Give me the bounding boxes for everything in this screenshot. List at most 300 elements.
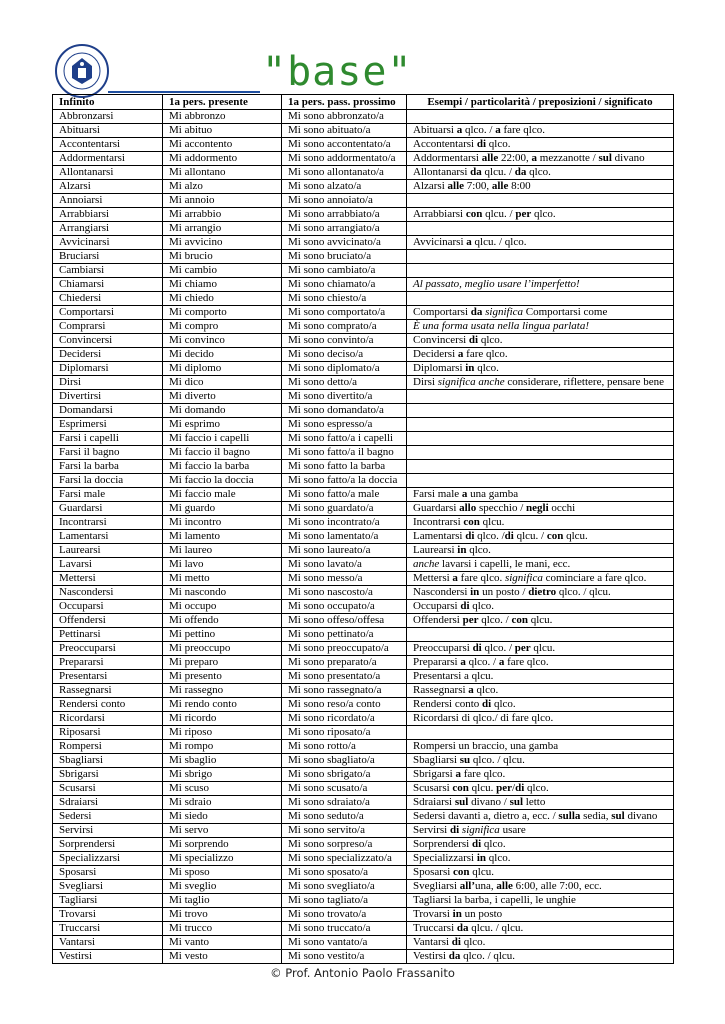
cell-passato-prossimo: Mi sono cambiato/a: [282, 264, 407, 278]
table-row: [53, 782, 674, 796]
table-row: [53, 530, 674, 544]
cell-esempi: Tagliarsi la barba, i capelli, le unghie: [407, 894, 674, 908]
cell-esempi: Sedersi davanti a, dietro a, ecc. / sulla sedia, sul divano: [407, 810, 674, 824]
cell-passato-prossimo: Mi sono presentato/a: [282, 670, 407, 684]
table-row: [53, 936, 674, 950]
cell-esempi: [407, 292, 674, 306]
cell-esempi: Lamentarsi di qlco. /di qlcu. / con qlcu.: [407, 530, 674, 544]
cell-presente: Mi faccio male: [163, 488, 282, 502]
cell-presente: Mi alzo: [163, 180, 282, 194]
cell-infinito: Allontanarsi: [53, 166, 163, 180]
table-row: [53, 852, 674, 866]
cell-esempi: Avvicinarsi a qlcu. / qlco.: [407, 236, 674, 250]
cell-passato-prossimo: Mi sono ricordato/a: [282, 712, 407, 726]
cell-infinito: Truccarsi: [53, 922, 163, 936]
cell-esempi: [407, 726, 674, 740]
column-header-presente: 1a pers. presente: [163, 95, 282, 110]
cell-esempi: [407, 264, 674, 278]
cell-infinito: Esprimersi: [53, 418, 163, 432]
cell-infinito: Rassegnarsi: [53, 684, 163, 698]
table-row: [53, 810, 674, 824]
cell-presente: Mi compro: [163, 320, 282, 334]
university-seal-logo: [55, 44, 109, 98]
cell-infinito: Riposarsi: [53, 726, 163, 740]
column-header-esempi: Esempi / particolarità / preposizioni / significato: [407, 95, 674, 110]
cell-infinito: Sdraiarsi: [53, 796, 163, 810]
cell-passato-prossimo: Mi sono convinto/a: [282, 334, 407, 348]
cell-esempi: [407, 418, 674, 432]
table-row: [53, 278, 674, 292]
cell-passato-prossimo: Mi sono vantato/a: [282, 936, 407, 950]
cell-presente: Mi trucco: [163, 922, 282, 936]
cell-presente: Mi metto: [163, 572, 282, 586]
cell-infinito: Comprarsi: [53, 320, 163, 334]
cell-esempi: Servirsi di significa usare: [407, 824, 674, 838]
cell-infinito: Diplomarsi: [53, 362, 163, 376]
cell-presente: Mi chiedo: [163, 292, 282, 306]
cell-presente: Mi abituo: [163, 124, 282, 138]
table-row: [53, 768, 674, 782]
cell-presente: Mi specializzo: [163, 852, 282, 866]
cell-presente: Mi pettino: [163, 628, 282, 642]
cell-infinito: Abbronzarsi: [53, 110, 163, 124]
cell-passato-prossimo: Mi sono specializzato/a: [282, 852, 407, 866]
table-row: [53, 362, 674, 376]
table-row: [53, 418, 674, 432]
table-row: [53, 152, 674, 166]
cell-infinito: Sorprendersi: [53, 838, 163, 852]
table-row: [53, 474, 674, 488]
cell-passato-prossimo: Mi sono laureato/a: [282, 544, 407, 558]
cell-esempi: Nascondersi in un posto / dietro qlco. / qlcu.: [407, 586, 674, 600]
table-row: [53, 586, 674, 600]
cell-presente: Mi avvicino: [163, 236, 282, 250]
cell-infinito: Presentarsi: [53, 670, 163, 684]
table-row: [53, 908, 674, 922]
cell-passato-prossimo: Mi sono pettinato/a: [282, 628, 407, 642]
table-row: [53, 502, 674, 516]
cell-presente: Mi trovo: [163, 908, 282, 922]
cell-passato-prossimo: Mi sono abbronzato/a: [282, 110, 407, 124]
cell-passato-prossimo: Mi sono fatto/a la doccia: [282, 474, 407, 488]
table-row: [53, 642, 674, 656]
cell-infinito: Sposarsi: [53, 866, 163, 880]
cell-esempi: [407, 446, 674, 460]
table-row: [53, 334, 674, 348]
cell-passato-prossimo: Mi sono nascosto/a: [282, 586, 407, 600]
cell-passato-prossimo: Mi sono domandato/a: [282, 404, 407, 418]
cell-esempi: [407, 432, 674, 446]
cell-presente: Mi comporto: [163, 306, 282, 320]
cell-presente: Mi lavo: [163, 558, 282, 572]
table-row: [53, 110, 674, 124]
cell-passato-prossimo: Mi sono detto/a: [282, 376, 407, 390]
cell-passato-prossimo: Mi sono reso/a conto: [282, 698, 407, 712]
cell-presente: Mi sbaglio: [163, 754, 282, 768]
cell-passato-prossimo: Mi sono sbagliato/a: [282, 754, 407, 768]
cell-infinito: Dirsi: [53, 376, 163, 390]
cell-passato-prossimo: Mi sono incontrato/a: [282, 516, 407, 530]
cell-infinito: Divertirsi: [53, 390, 163, 404]
table-row: [53, 208, 674, 222]
table-row: [53, 390, 674, 404]
cell-infinito: Rendersi conto: [53, 698, 163, 712]
cell-esempi: Specializzarsi in qlco.: [407, 852, 674, 866]
cell-presente: Mi guardo: [163, 502, 282, 516]
table-row: [53, 894, 674, 908]
cell-passato-prossimo: Mi sono svegliato/a: [282, 880, 407, 894]
cell-passato-prossimo: Mi sono occupato/a: [282, 600, 407, 614]
cell-passato-prossimo: Mi sono rassegnato/a: [282, 684, 407, 698]
table-row: [53, 250, 674, 264]
table-row: [53, 698, 674, 712]
cell-presente: Mi faccio il bagno: [163, 446, 282, 460]
cell-esempi: Dirsi significa anche considerare, riflettere, pensare bene: [407, 376, 674, 390]
cell-infinito: Sbrigarsi: [53, 768, 163, 782]
cell-infinito: Offendersi: [53, 614, 163, 628]
cell-presente: Mi sveglio: [163, 880, 282, 894]
cell-presente: Mi arrabbio: [163, 208, 282, 222]
cell-esempi: Alzarsi alle 7:00, alle 8:00: [407, 180, 674, 194]
cell-infinito: Lamentarsi: [53, 530, 163, 544]
cell-infinito: Nascondersi: [53, 586, 163, 600]
cell-passato-prossimo: Mi sono arrabbiato/a: [282, 208, 407, 222]
table-row: [53, 950, 674, 964]
table-row: [53, 866, 674, 880]
table-header-row: [53, 95, 674, 110]
page-title: "base": [262, 49, 413, 95]
cell-presente: Mi faccio la doccia: [163, 474, 282, 488]
cell-presente: Mi rompo: [163, 740, 282, 754]
cell-infinito: Chiedersi: [53, 292, 163, 306]
cell-esempi: Truccarsi da qlcu. / qlcu.: [407, 922, 674, 936]
cell-esempi: Vantarsi di qlco.: [407, 936, 674, 950]
cell-presente: Mi vanto: [163, 936, 282, 950]
table-row: [53, 544, 674, 558]
cell-esempi: Offendersi per qlco. / con qlcu.: [407, 614, 674, 628]
cell-presente: Mi chiamo: [163, 278, 282, 292]
cell-esempi: Decidersi a fare qlco.: [407, 348, 674, 362]
cell-presente: Mi dico: [163, 376, 282, 390]
cell-passato-prossimo: Mi sono guardato/a: [282, 502, 407, 516]
cell-presente: Mi preoccupo: [163, 642, 282, 656]
cell-presente: Mi faccio la barba: [163, 460, 282, 474]
table-body: [53, 110, 674, 964]
cell-esempi: Sbagliarsi su qlco. / qlcu.: [407, 754, 674, 768]
cell-esempi: Sorprendersi di qlco.: [407, 838, 674, 852]
cell-presente: Mi laureo: [163, 544, 282, 558]
cell-esempi: Arrabbiarsi con qlcu. / per qlco.: [407, 208, 674, 222]
cell-presente: Mi esprimo: [163, 418, 282, 432]
cell-infinito: Lavarsi: [53, 558, 163, 572]
table-row: [53, 222, 674, 236]
cell-presente: Mi riposo: [163, 726, 282, 740]
cell-passato-prossimo: Mi sono seduto/a: [282, 810, 407, 824]
cell-presente: Mi sdraio: [163, 796, 282, 810]
table-row: [53, 460, 674, 474]
cell-esempi: Sposarsi con qlcu.: [407, 866, 674, 880]
table-row: [53, 712, 674, 726]
cell-esempi: Trovarsi in un posto: [407, 908, 674, 922]
cell-esempi: Incontrarsi con qlcu.: [407, 516, 674, 530]
cell-presente: Mi addormento: [163, 152, 282, 166]
cell-esempi: Al passato, meglio usare l’imperfetto!: [407, 278, 674, 292]
table-row: [53, 292, 674, 306]
column-header-infinito: Infinito: [53, 95, 163, 110]
cell-esempi: Mettersi a fare qlco. significa cominciare a fare qlco.: [407, 572, 674, 586]
cell-esempi: Comportarsi da significa Comportarsi come: [407, 306, 674, 320]
cell-passato-prossimo: Mi sono servito/a: [282, 824, 407, 838]
cell-infinito: Comportarsi: [53, 306, 163, 320]
cell-esempi: Rendersi conto di qlco.: [407, 698, 674, 712]
table-row: [53, 180, 674, 194]
cell-passato-prossimo: Mi sono abituato/a: [282, 124, 407, 138]
cell-infinito: Addormentarsi: [53, 152, 163, 166]
cell-infinito: Farsi il bagno: [53, 446, 163, 460]
cell-passato-prossimo: Mi sono sdraiato/a: [282, 796, 407, 810]
cell-passato-prossimo: Mi sono chiamato/a: [282, 278, 407, 292]
cell-esempi: Prepararsi a qlco. / a fare qlco.: [407, 656, 674, 670]
cell-infinito: Chiamarsi: [53, 278, 163, 292]
cell-infinito: Sbagliarsi: [53, 754, 163, 768]
cell-presente: Mi domando: [163, 404, 282, 418]
cell-infinito: Farsi la doccia: [53, 474, 163, 488]
cell-esempi: Diplomarsi in qlco.: [407, 362, 674, 376]
cell-esempi: È una forma usata nella lingua parlata!: [407, 320, 674, 334]
table-row: [53, 264, 674, 278]
cell-esempi: Presentarsi a qlcu.: [407, 670, 674, 684]
cell-presente: Mi sposo: [163, 866, 282, 880]
cell-esempi: Farsi male a una gamba: [407, 488, 674, 502]
cell-passato-prossimo: Mi sono trovato/a: [282, 908, 407, 922]
cell-esempi: Addormentarsi alle 22:00, a mezzanotte / sul divano: [407, 152, 674, 166]
cell-esempi: Rassegnarsi a qlco.: [407, 684, 674, 698]
cell-infinito: Svegliarsi: [53, 880, 163, 894]
cell-passato-prossimo: Mi sono accontentato/a: [282, 138, 407, 152]
table-row: [53, 656, 674, 670]
cell-passato-prossimo: Mi sono riposato/a: [282, 726, 407, 740]
table-row: [53, 306, 674, 320]
cell-passato-prossimo: Mi sono fatto la barba: [282, 460, 407, 474]
cell-infinito: Ricordarsi: [53, 712, 163, 726]
title-underline: [108, 91, 260, 93]
cell-esempi: [407, 404, 674, 418]
cell-passato-prossimo: Mi sono preparato/a: [282, 656, 407, 670]
table-row: [53, 572, 674, 586]
cell-esempi: Allontanarsi da qlcu. / da qlco.: [407, 166, 674, 180]
cell-passato-prossimo: Mi sono sbrigato/a: [282, 768, 407, 782]
cell-infinito: Laurearsi: [53, 544, 163, 558]
cell-presente: Mi taglio: [163, 894, 282, 908]
cell-infinito: Farsi i capelli: [53, 432, 163, 446]
cell-esempi: [407, 628, 674, 642]
cell-presente: Mi offendo: [163, 614, 282, 628]
cell-esempi: Guardarsi allo specchio / negli occhi: [407, 502, 674, 516]
cell-infinito: Tagliarsi: [53, 894, 163, 908]
cell-passato-prossimo: Mi sono tagliato/a: [282, 894, 407, 908]
cell-passato-prossimo: Mi sono arrangiato/a: [282, 222, 407, 236]
reflexive-verbs-table: [52, 94, 674, 964]
cell-passato-prossimo: Mi sono offeso/offesa: [282, 614, 407, 628]
cell-passato-prossimo: Mi sono addormentato/a: [282, 152, 407, 166]
cell-presente: Mi annoio: [163, 194, 282, 208]
table-row: [53, 432, 674, 446]
cell-passato-prossimo: Mi sono fatto/a i capelli: [282, 432, 407, 446]
cell-esempi: Vestirsi da qlco. / qlcu.: [407, 950, 674, 964]
cell-presente: Mi sorprendo: [163, 838, 282, 852]
cell-presente: Mi decido: [163, 348, 282, 362]
cell-passato-prossimo: Mi sono bruciato/a: [282, 250, 407, 264]
cell-esempi: [407, 390, 674, 404]
cell-infinito: Avvicinarsi: [53, 236, 163, 250]
cell-esempi: Abituarsi a qlco. / a fare qlco.: [407, 124, 674, 138]
table-row: [53, 796, 674, 810]
cell-presente: Mi diplomo: [163, 362, 282, 376]
cell-esempi: Rompersi un braccio, una gamba: [407, 740, 674, 754]
cell-infinito: Servirsi: [53, 824, 163, 838]
cell-infinito: Arrangiarsi: [53, 222, 163, 236]
cell-passato-prossimo: Mi sono rotto/a: [282, 740, 407, 754]
footer-copyright: © Prof. Antonio Paolo Frassanito: [270, 966, 455, 980]
cell-presente: Mi rassegno: [163, 684, 282, 698]
cell-esempi: Preoccuparsi di qlco. / per qlcu.: [407, 642, 674, 656]
cell-esempi: Accontentarsi di qlco.: [407, 138, 674, 152]
cell-infinito: Abituarsi: [53, 124, 163, 138]
cell-infinito: Prepararsi: [53, 656, 163, 670]
cell-infinito: Rompersi: [53, 740, 163, 754]
cell-presente: Mi scuso: [163, 782, 282, 796]
cell-infinito: Domandarsi: [53, 404, 163, 418]
table-row: [53, 236, 674, 250]
column-header-passato-prossimo: 1a pers. pass. prossimo: [282, 95, 407, 110]
table-row: [53, 446, 674, 460]
cell-passato-prossimo: Mi sono alzato/a: [282, 180, 407, 194]
cell-infinito: Farsi la barba: [53, 460, 163, 474]
cell-infinito: Vantarsi: [53, 936, 163, 950]
cell-infinito: Scusarsi: [53, 782, 163, 796]
table-row: [53, 754, 674, 768]
cell-esempi: Convincersi di qlco.: [407, 334, 674, 348]
cell-esempi: [407, 222, 674, 236]
cell-infinito: Preoccuparsi: [53, 642, 163, 656]
cell-infinito: Annoiarsi: [53, 194, 163, 208]
cell-passato-prossimo: Mi sono sorpreso/a: [282, 838, 407, 852]
cell-infinito: Sedersi: [53, 810, 163, 824]
table-row: [53, 194, 674, 208]
cell-infinito: Trovarsi: [53, 908, 163, 922]
cell-presente: Mi occupo: [163, 600, 282, 614]
cell-infinito: Farsi male: [53, 488, 163, 502]
cell-infinito: Specializzarsi: [53, 852, 163, 866]
cell-passato-prossimo: Mi sono allontanato/a: [282, 166, 407, 180]
table-row: [53, 726, 674, 740]
table-row: [53, 600, 674, 614]
cell-passato-prossimo: Mi sono comprato/a: [282, 320, 407, 334]
table-row: [53, 166, 674, 180]
cell-esempi: [407, 194, 674, 208]
table-row: [53, 320, 674, 334]
cell-presente: Mi lamento: [163, 530, 282, 544]
cell-infinito: Vestirsi: [53, 950, 163, 964]
table-row: [53, 740, 674, 754]
cell-infinito: Guardarsi: [53, 502, 163, 516]
table-row: [53, 880, 674, 894]
table-row: [53, 628, 674, 642]
cell-esempi: Svegliarsi all’una, alle 6:00, alle 7:00, ecc.: [407, 880, 674, 894]
table-row: [53, 404, 674, 418]
cell-esempi: [407, 460, 674, 474]
cell-esempi: Sdraiarsi sul divano / sul letto: [407, 796, 674, 810]
cell-passato-prossimo: Mi sono chiesto/a: [282, 292, 407, 306]
table-row: [53, 670, 674, 684]
cell-passato-prossimo: Mi sono sposato/a: [282, 866, 407, 880]
cell-esempi: Sbrigarsi a fare qlco.: [407, 768, 674, 782]
cell-presente: Mi arrangio: [163, 222, 282, 236]
cell-passato-prossimo: Mi sono preoccupato/a: [282, 642, 407, 656]
cell-presente: Mi siedo: [163, 810, 282, 824]
cell-passato-prossimo: Mi sono messo/a: [282, 572, 407, 586]
cell-infinito: Incontrarsi: [53, 516, 163, 530]
cell-presente: Mi ricordo: [163, 712, 282, 726]
cell-presente: Mi servo: [163, 824, 282, 838]
cell-presente: Mi convinco: [163, 334, 282, 348]
cell-presente: Mi brucio: [163, 250, 282, 264]
cell-presente: Mi diverto: [163, 390, 282, 404]
cell-passato-prossimo: Mi sono fatto/a il bagno: [282, 446, 407, 460]
cell-passato-prossimo: Mi sono scusato/a: [282, 782, 407, 796]
cell-infinito: Decidersi: [53, 348, 163, 362]
cell-presente: Mi presento: [163, 670, 282, 684]
cell-presente: Mi faccio i capelli: [163, 432, 282, 446]
table-row: [53, 614, 674, 628]
cell-infinito: Accontentarsi: [53, 138, 163, 152]
cell-presente: Mi cambio: [163, 264, 282, 278]
cell-infinito: Pettinarsi: [53, 628, 163, 642]
cell-presente: Mi nascondo: [163, 586, 282, 600]
cell-infinito: Alzarsi: [53, 180, 163, 194]
cell-passato-prossimo: Mi sono truccato/a: [282, 922, 407, 936]
cell-presente: Mi abbronzo: [163, 110, 282, 124]
cell-presente: Mi rendo conto: [163, 698, 282, 712]
cell-infinito: Occuparsi: [53, 600, 163, 614]
cell-esempi: anche lavarsi i capelli, le mani, ecc.: [407, 558, 674, 572]
table-row: [53, 488, 674, 502]
cell-infinito: Bruciarsi: [53, 250, 163, 264]
table-row: [53, 558, 674, 572]
table-row: [53, 922, 674, 936]
cell-presente: Mi preparo: [163, 656, 282, 670]
cell-passato-prossimo: Mi sono avvicinato/a: [282, 236, 407, 250]
table-row: [53, 838, 674, 852]
table-row: [53, 348, 674, 362]
cell-passato-prossimo: Mi sono vestito/a: [282, 950, 407, 964]
cell-presente: Mi incontro: [163, 516, 282, 530]
cell-passato-prossimo: Mi sono annoiato/a: [282, 194, 407, 208]
cell-esempi: [407, 110, 674, 124]
cell-infinito: Arrabbiarsi: [53, 208, 163, 222]
table-row: [53, 824, 674, 838]
cell-infinito: Convincersi: [53, 334, 163, 348]
cell-presente: Mi sbrigo: [163, 768, 282, 782]
cell-esempi: Ricordarsi di qlco./ di fare qlco.: [407, 712, 674, 726]
cell-esempi: [407, 474, 674, 488]
cell-esempi: Occuparsi di qlco.: [407, 600, 674, 614]
table-row: [53, 376, 674, 390]
cell-esempi: Laurearsi in qlco.: [407, 544, 674, 558]
cell-passato-prossimo: Mi sono divertito/a: [282, 390, 407, 404]
cell-esempi: [407, 250, 674, 264]
cell-passato-prossimo: Mi sono espresso/a: [282, 418, 407, 432]
